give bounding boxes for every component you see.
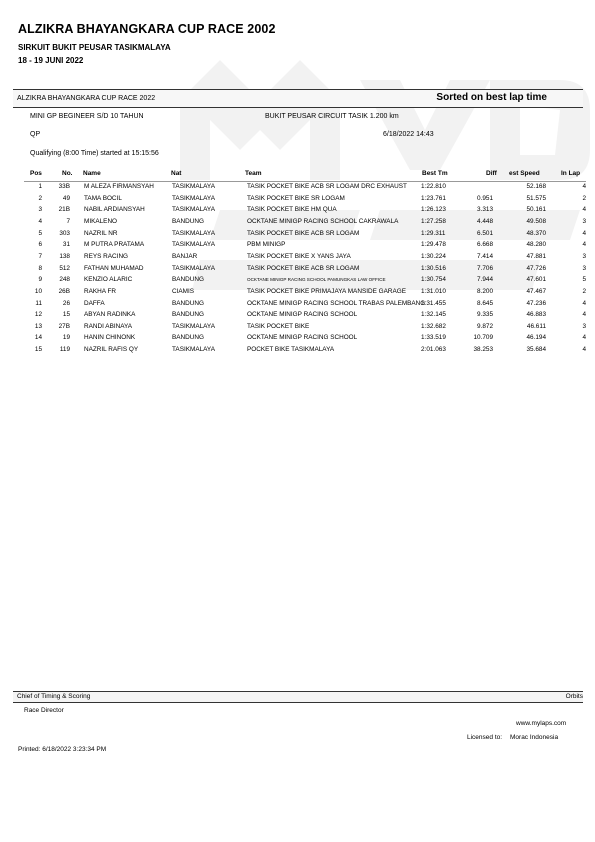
cell-best: 1:32.682 xyxy=(421,322,446,330)
cell-best: 1:26.123 xyxy=(421,206,446,214)
cell-speed: 47.601 xyxy=(526,276,546,284)
cell-nat: BANJAR xyxy=(172,252,198,260)
cell-nat: BANDUNG xyxy=(172,276,204,284)
cell-speed: 48.280 xyxy=(526,241,546,249)
cell-pos: 4 xyxy=(38,217,42,225)
cell-pos: 7 xyxy=(38,252,42,260)
cell-team: TASIK POCKET BIKE X YANS JAYA xyxy=(247,252,351,260)
cell-name: ABYAN RADINKA xyxy=(84,311,136,319)
cell-nat: TASIKMALAYA xyxy=(172,241,215,249)
cell-best: 1:30.224 xyxy=(421,252,446,260)
cell-diff: 6.668 xyxy=(477,241,493,249)
table-row xyxy=(0,230,595,242)
cell-team: OCKTANE MINIGP RACING SCHOOL xyxy=(247,334,358,342)
cell-speed: 47.881 xyxy=(526,252,546,260)
cell-speed: 46.883 xyxy=(526,311,546,319)
cell-best: 1:29.478 xyxy=(421,241,446,249)
cell-pos: 15 xyxy=(34,346,42,354)
cell-pos: 11 xyxy=(35,299,42,307)
cell-nat: TASIKMALAYA xyxy=(172,206,215,214)
cell-inlap: 4 xyxy=(582,241,586,249)
cell-best: 1:31.010 xyxy=(421,287,446,295)
col-no: No. xyxy=(62,170,73,177)
cell-pos: 5 xyxy=(38,229,42,237)
licensee: Morac Indonesia xyxy=(510,734,559,741)
event-title: ALZIKRA BHAYANGKARA CUP RACE 2002 xyxy=(18,22,276,36)
cell-team: OCKTANE MINIGP RACING SCHOOL xyxy=(247,311,358,319)
cell-pos: 12 xyxy=(34,311,42,319)
cell-inlap: 4 xyxy=(582,183,586,190)
cell-best: 1:32.145 xyxy=(421,311,446,319)
cell-no: 31 xyxy=(62,241,70,249)
cell-diff: 7.944 xyxy=(477,276,493,284)
cell-no: 19 xyxy=(62,334,70,342)
cell-name: MIKALENO xyxy=(84,217,118,225)
cell-no: 15 xyxy=(62,311,70,319)
table-row xyxy=(0,276,595,288)
table-row xyxy=(0,265,595,277)
footer-signature-bar xyxy=(13,691,583,703)
cell-pos: 14 xyxy=(34,334,42,342)
cell-speed: 51.575 xyxy=(526,194,546,202)
cell-best: 1:23.761 xyxy=(421,194,446,202)
cell-team: OCKTANE MINIGP RACING SCHOOL PAMUNGKAS LAW OFFICE xyxy=(247,277,386,283)
cell-nat: BANDUNG xyxy=(172,311,204,319)
cell-best: 1:33.519 xyxy=(421,334,446,342)
cell-no: 248 xyxy=(59,276,70,284)
cell-name: RANDI ABINAYA xyxy=(84,322,133,330)
cell-name: M ALEZA FIRMANSYAH xyxy=(84,183,154,190)
chief-of-timing: Chief of Timing & Scoring xyxy=(17,693,91,700)
cell-name: DAFFA xyxy=(84,299,105,307)
cell-inlap: 4 xyxy=(582,229,586,237)
table-row xyxy=(0,346,595,358)
cell-name: NAZRIL NR xyxy=(84,229,118,237)
cell-best: 1:30.516 xyxy=(421,264,446,272)
cell-diff: 0.951 xyxy=(477,194,493,202)
cell-nat: BANDUNG xyxy=(172,217,204,225)
table-row xyxy=(0,323,595,335)
cell-name: NABIL ARDIANSYAH xyxy=(84,206,145,214)
cell-name: M PUTRA PRATAMA xyxy=(84,241,145,249)
cell-speed: 47.726 xyxy=(526,264,546,272)
cell-best: 1:22.810 xyxy=(421,183,446,190)
cell-name: FATHAN MUHAMAD xyxy=(84,264,144,272)
sort-note: Sorted on best lap time xyxy=(436,92,547,103)
cell-inlap: 2 xyxy=(582,287,586,295)
cell-inlap: 4 xyxy=(582,346,586,354)
cell-best: 1:30.754 xyxy=(421,276,446,284)
cell-pos: 6 xyxy=(38,241,42,249)
cell-pos: 9 xyxy=(38,276,42,284)
results-table-header xyxy=(0,170,595,182)
results-banner xyxy=(13,89,583,108)
cell-no: 27B xyxy=(58,322,70,330)
cell-team: TASIK POCKET BIKE ACB SR LOGAM DRC EXHAUST xyxy=(247,183,407,190)
cell-name: KENZIO ALARIC xyxy=(84,276,133,284)
cell-nat: TASIKMALAYA xyxy=(172,346,215,354)
table-row xyxy=(0,288,595,300)
cell-speed: 48.370 xyxy=(526,229,546,237)
cell-name: RAKHA FR xyxy=(84,287,116,295)
cell-no: 7 xyxy=(66,217,70,225)
cell-best: 1:31.455 xyxy=(421,299,446,307)
printed-timestamp: Printed: 6/18/2022 3:23:34 PM xyxy=(18,746,107,753)
cell-inlap: 2 xyxy=(582,194,586,202)
cell-inlap: 4 xyxy=(582,206,586,214)
table-row xyxy=(0,241,595,253)
cell-team: TASIK POCKET BIKE PRIMAJAYA MANSIDE GARAGE xyxy=(247,287,406,295)
table-row xyxy=(0,334,595,346)
cell-name: REYS RACING xyxy=(84,252,129,260)
col-diff: Diff xyxy=(486,170,497,177)
cell-no: 303 xyxy=(59,229,70,237)
cell-no: 26 xyxy=(62,299,70,307)
cell-no: 33B xyxy=(58,183,70,190)
cell-speed: 46.194 xyxy=(526,334,546,342)
cell-inlap: 3 xyxy=(582,252,586,260)
class-name: MINI GP BEGINEER S/D 10 TAHUN xyxy=(30,113,144,120)
cell-speed: 47.467 xyxy=(526,287,546,295)
cell-no: 512 xyxy=(59,264,70,272)
cell-team: OCKTANE MINIGP RACING SCHOOL TRABAS PALEMBANG xyxy=(247,299,426,307)
table-row xyxy=(0,300,595,312)
cell-team: OCKTANE MINIGP RACING SCHOOL CAKRAWALA xyxy=(247,217,399,225)
table-row xyxy=(0,195,595,207)
cell-pos: 3 xyxy=(38,206,42,214)
session-code: QP xyxy=(30,131,41,138)
cell-diff: 8.200 xyxy=(477,287,493,295)
cell-speed: 47.236 xyxy=(526,299,546,307)
cell-pos: 10 xyxy=(34,287,42,295)
cell-best: 2:01.063 xyxy=(421,346,446,354)
header-rule xyxy=(24,181,586,182)
cell-no: 49 xyxy=(62,194,70,202)
cell-inlap: 4 xyxy=(582,311,586,319)
cell-nat: TASIKMALAYA xyxy=(172,194,215,202)
cell-diff: 10.709 xyxy=(473,334,493,342)
cell-nat: TASIKMALAYA xyxy=(172,322,215,330)
cell-nat: TASIKMALAYA xyxy=(172,183,215,190)
cell-diff: 8.645 xyxy=(477,299,493,307)
col-speed: est Speed xyxy=(509,170,540,177)
track-name: BUKIT PEUSAR CIRCUIT TASIK 1.200 km xyxy=(265,113,399,120)
cell-team: TASIK POCKET BIKE xyxy=(247,322,310,330)
cell-diff: 9.872 xyxy=(477,322,493,330)
session-datetime: 6/18/2022 14:43 xyxy=(383,131,434,138)
col-nat: Nat xyxy=(171,170,182,177)
col-team: Team xyxy=(245,170,262,177)
website: www.mylaps.com xyxy=(516,720,567,727)
table-row xyxy=(0,206,595,218)
cell-name: TAMA BOCIL xyxy=(84,194,122,202)
cell-inlap: 4 xyxy=(582,334,586,342)
cell-no: 138 xyxy=(59,252,70,260)
race-director: Race Director xyxy=(24,707,64,714)
cell-name: HANIN CHINONK xyxy=(84,334,136,342)
cell-nat: TASIKMALAYA xyxy=(172,229,215,237)
cell-no: 21B xyxy=(58,206,70,214)
cell-speed: 52.168 xyxy=(526,183,546,190)
col-inlap: In Lap xyxy=(561,170,581,177)
cell-best: 1:29.311 xyxy=(421,229,446,237)
cell-speed: 50.161 xyxy=(526,206,546,214)
cell-diff: 7.414 xyxy=(477,252,493,260)
cell-speed: 46.611 xyxy=(526,322,546,330)
cell-nat: BANDUNG xyxy=(172,334,204,342)
col-pos: Pos xyxy=(30,170,42,177)
cell-diff: 7.706 xyxy=(477,264,493,272)
table-row xyxy=(0,218,595,230)
cell-pos: 2 xyxy=(38,194,42,202)
cell-speed: 49.508 xyxy=(526,217,546,225)
circuit-name: SIRKUIT BUKIT PEUSAR TASIKMALAYA xyxy=(18,43,171,52)
orbits-label: Orbits xyxy=(565,693,583,700)
cell-team: TASIK POCKET BIKE SR LOGAM xyxy=(247,194,345,202)
cell-inlap: 3 xyxy=(582,264,586,272)
cell-team: PBM MINIGP xyxy=(247,241,286,249)
cell-inlap: 3 xyxy=(582,217,586,225)
cell-team: TASIK POCKET BIKE ACB SR LOGAM xyxy=(247,229,360,237)
cell-inlap: 5 xyxy=(582,276,586,284)
cell-diff: 3.313 xyxy=(477,206,493,214)
table-row xyxy=(0,311,595,323)
cell-inlap: 3 xyxy=(582,322,586,330)
cell-pos: 8 xyxy=(38,264,42,272)
cell-speed: 35.684 xyxy=(526,346,546,354)
cell-team: TASIK POCKET BIKE HM QUA xyxy=(247,206,337,214)
table-row xyxy=(0,183,595,195)
cell-inlap: 4 xyxy=(582,299,586,307)
cell-no: 119 xyxy=(59,346,70,354)
licensed-to-label: Licensed to: xyxy=(467,734,503,741)
cell-team: TASIK POCKET BIKE ACB SR LOGAM xyxy=(247,264,360,272)
cell-diff: 38.253 xyxy=(473,346,493,354)
cell-pos: 1 xyxy=(38,183,42,190)
cell-diff: 4.448 xyxy=(477,217,493,225)
cell-nat: BANDUNG xyxy=(172,299,204,307)
cell-nat: CIAMIS xyxy=(172,287,195,295)
table-row xyxy=(0,253,595,265)
cell-name: NAZRIL RAFIS QY xyxy=(84,346,139,354)
cell-diff: 9.335 xyxy=(477,311,493,319)
session-started: Qualifying (8:00 Time) started at 15:15:56 xyxy=(30,150,159,157)
cell-nat: TASIKMALAYA xyxy=(172,264,215,272)
col-best: Best Tm xyxy=(422,170,448,177)
cell-diff: 6.501 xyxy=(477,229,493,237)
cell-no: 26B xyxy=(58,287,70,295)
banner-event-name: ALZIKRA BHAYANGKARA CUP RACE 2022 xyxy=(17,95,156,102)
cell-team: POCKET BIKE TASIKMALAYA xyxy=(247,346,335,354)
col-name: Name xyxy=(83,170,101,177)
cell-best: 1:27.258 xyxy=(421,217,446,225)
cell-pos: 13 xyxy=(34,322,42,330)
event-dates: 18 - 19 JUNI 2022 xyxy=(18,56,84,65)
